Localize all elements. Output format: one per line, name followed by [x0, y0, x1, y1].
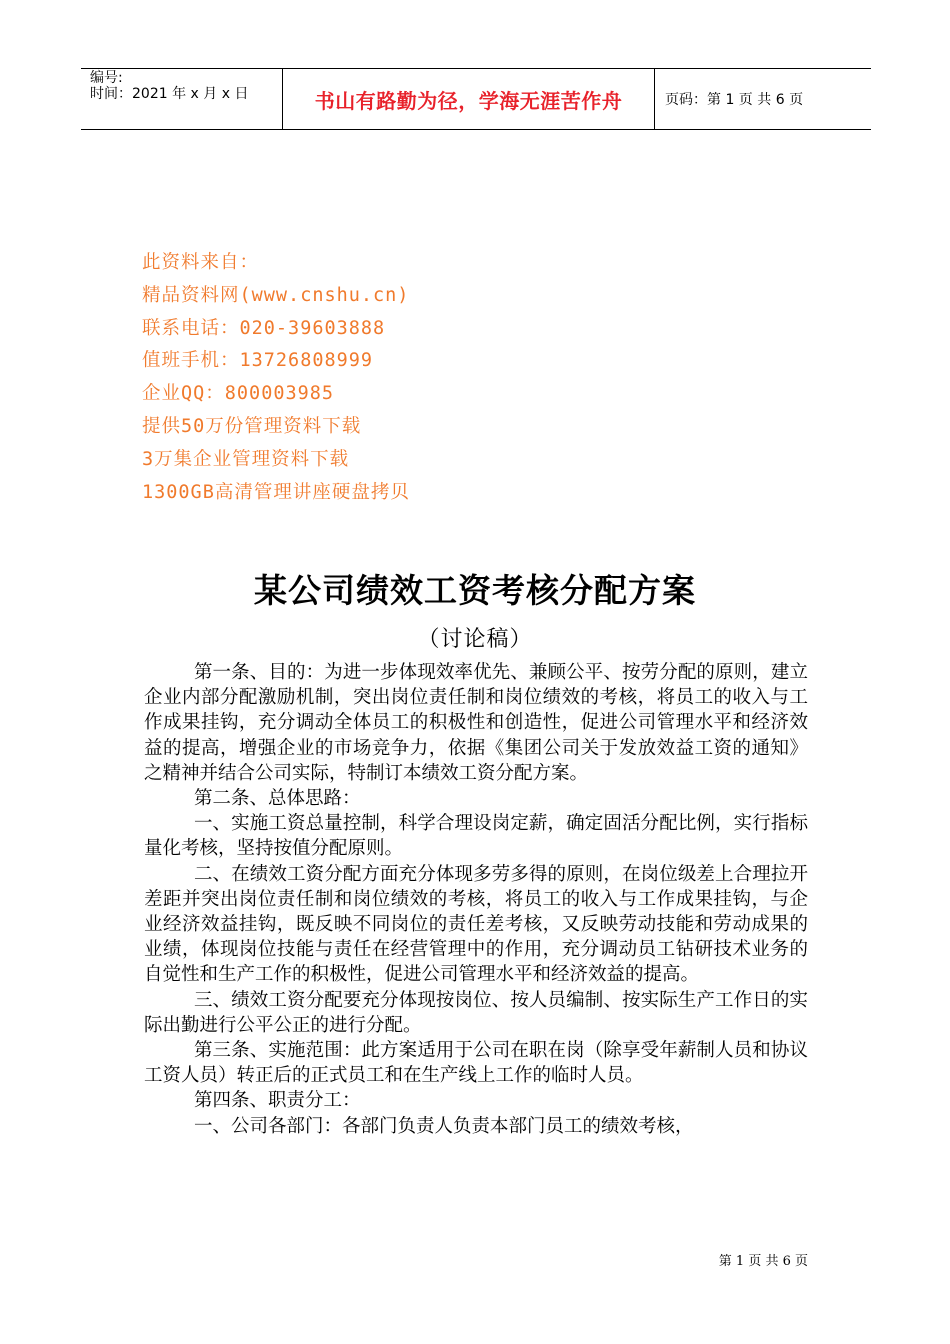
body-paragraph: 第三条、实施范围：此方案适用于公司在职在岗（除享受年薪制人员和协议工资人员）转正后的正式员工和在生产线上工作的临时人员。: [144, 1040, 808, 1087]
body-paragraph: 三、绩效工资分配要充分体现按岗位、按人员编制、按实际生产工作日的实际出勤进行公平公正的进行分配。: [144, 989, 808, 1036]
source-phone: 联系电话：020-39603888: [142, 317, 386, 339]
document-time-label: 时间：2021 年 x 月 x 日: [90, 86, 249, 102]
body-paragraph: 第一条、目的：为进一步体现效率优先、兼顾公平、按劳分配的原则，建立企业内部分配激励机制，突出岗位责任制和岗位绩效的考核，将员工的收入与工作成果挂钩，充分调动全体员工的积极性和创造性，促进公司管理水平和经济效益的提高，增强企业的市场竞争力，依据《集团公司关于发放效益工资的通知》之精神并结合公司实际，特制订本绩效工资分配方案。: [144, 662, 808, 784]
document-number-label: 编号:: [90, 70, 123, 86]
document-body: [144, 660, 808, 1139]
source-line: 1300GB高清管理讲座硬盘拷贝: [142, 481, 410, 503]
header-page-number: 页码：第 1 页 共 6 页: [665, 92, 804, 108]
body-paragraph: 一、公司各部门：各部门负责人负责本部门员工的绩效考核，: [193, 1115, 694, 1137]
header-meta-cell: [81, 69, 283, 129]
body-paragraph: 第四条、职责分工：: [193, 1090, 361, 1112]
body-paragraph: 一、实施工资总量控制，科学合理设岗定薪，确定固活分配比例，实行指标量化考核，坚持按值分配原则。: [144, 813, 808, 860]
body-paragraph: 二、在绩效工资分配方面充分体现多劳多得的原则，在岗位级差上合理拉开差距并突出岗位责任制和岗位绩效的考核，将员工的收入与工作成果挂钩，与企业经济效益挂钩，既反映不同岗位的责任差考核，又反映劳动技能和劳动成果的业绩，体现岗位技能与责任在经营管理中的作用，充分调动员工钻研技术业务的自觉性和生产工作的积极性，促进公司管理水平和经济效益的提高。: [144, 863, 808, 986]
source-line: 提供50万份管理资料下载: [142, 415, 362, 437]
body-paragraph: 第二条、总体思路：: [193, 788, 361, 810]
header-motto: 书山有路勤为径，学海无涯苦作舟: [283, 69, 655, 129]
document-subtitle: （讨论稿）: [417, 627, 533, 652]
source-info-block: [142, 247, 410, 509]
source-line: 此资料来自：: [142, 252, 260, 273]
page-header: [81, 68, 871, 130]
source-line: 3万集企业管理资料下载: [142, 448, 350, 470]
document-title: 某公司绩效工资考核分配方案: [254, 571, 696, 610]
page-footer-number: 第 1 页 共 6 页: [718, 1254, 808, 1269]
source-mobile: 值班手机：13726808999: [142, 350, 374, 372]
source-qq: 企业QQ：800003985: [142, 383, 335, 405]
source-website: 精品资料网(www.cnshu.cn): [142, 284, 410, 306]
